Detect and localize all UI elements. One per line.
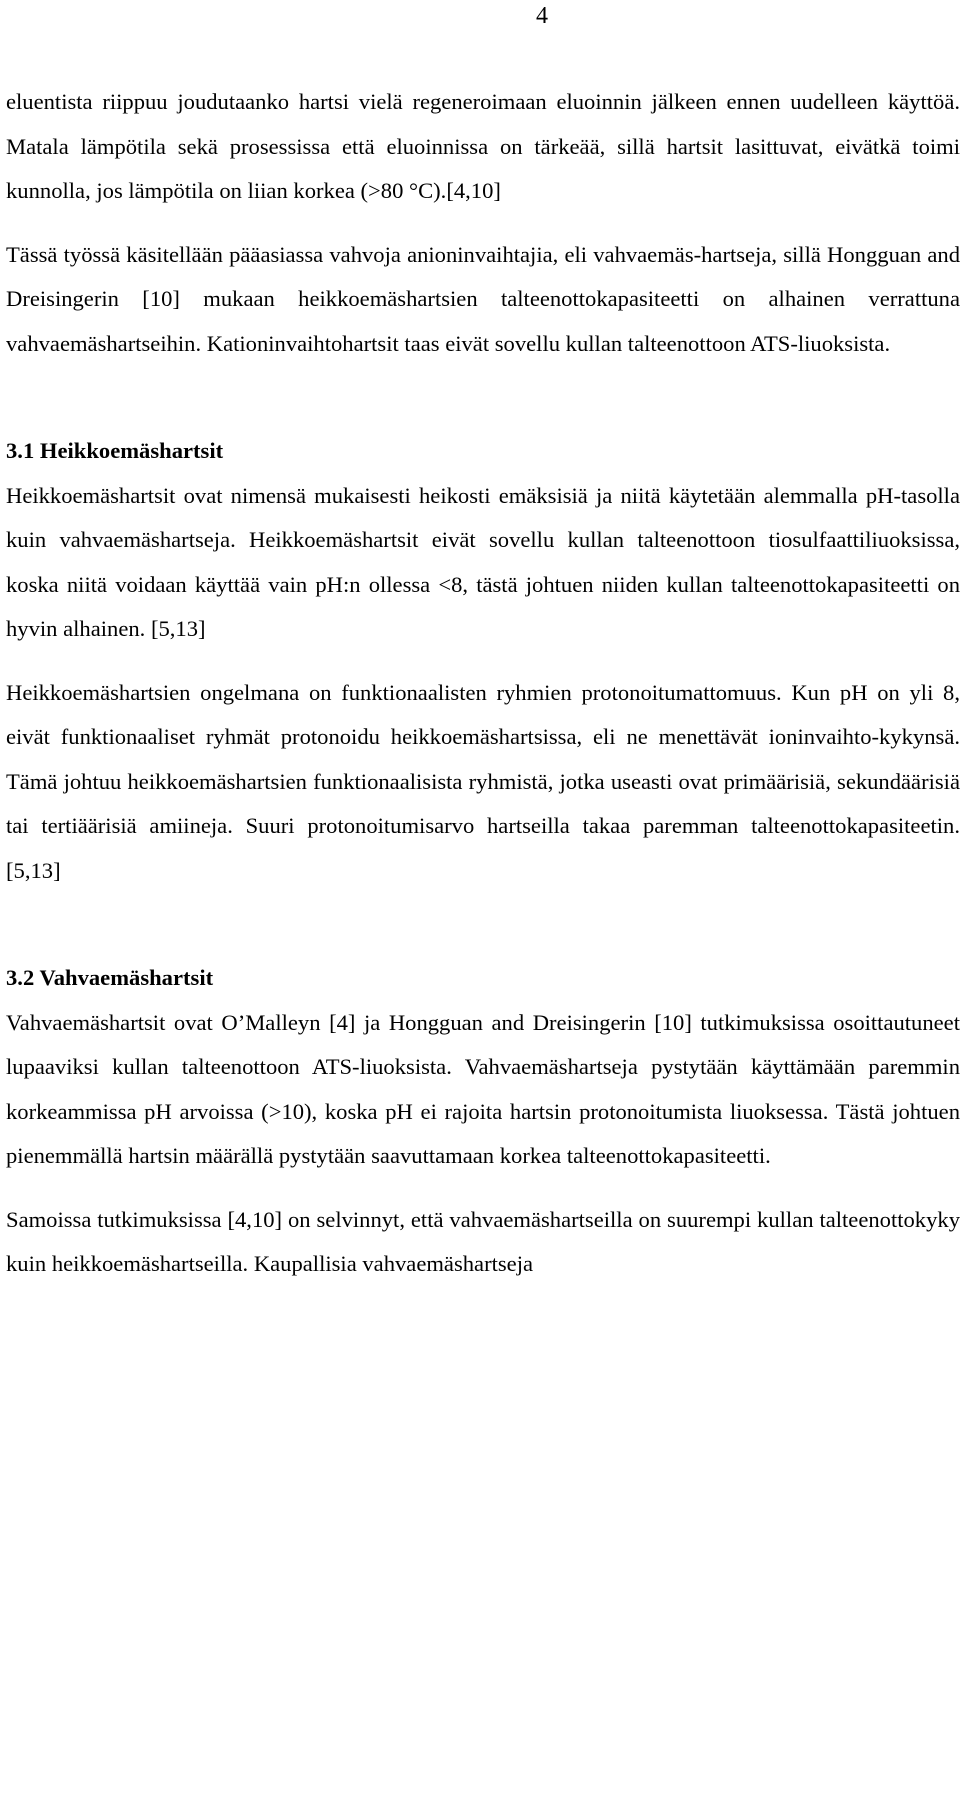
page-number: 4 xyxy=(536,3,548,29)
paragraph-weak-base-intro: Heikkoemäshartsit ovat nimensä mukaisesti heikosti emäksisiä ja niitä käytetään alemmalla pH-tasolla kuin vahvaemäshartseja. Heikkoemäshartsit eivät sovellu kullan talteenottoon tiosulfaattiliuoksissa, koska niitä voidaan käyttää vain pH:n ollessa <8, tästä johtuen niiden kullan talteenottokapasiteetti on hyvin alhainen. [5,13] xyxy=(6,482,960,641)
paragraph-weak-base-protonation: Heikkoemäshartsien ongelmana on funktionaalisten ryhmien protonoitumattomuus. Kun pH on yli 8, eivät funktionaaliset ryhmät protonoidu heikkoemäshartsissa, eli ne menettävät ioninvaihto-kykynsä. Tämä johtuu heikkoemäshartsien funktionaalisista ryhmistä, jotka useasti ovat primäärisiä, sekundäärisiä tai tertiäärisiä amiineja. Suuri protonoitumisarvo hartseilla takaa paremman talteenottokapasiteetin. [5,13] xyxy=(6,679,960,883)
paragraph-strong-base-capacity: Samoissa tutkimuksissa [4,10] on selvinnyt, että vahvaemäshartseilla on suurempi kullan talteenottokyky kuin heikkoemäshartseilla. Kaupallisia vahvaemäshartseja xyxy=(6,1206,960,1276)
section-heading-3-1: 3.1 Heikkoemäshartsit xyxy=(6,438,224,463)
paragraph-scope: Tässä työssä käsitellään pääasiassa vahvoja anioninvaihtajia, eli vahvaemäs-hartseja, sillä Hongguan and Dreisingerin [10] mukaan heikkoemäshartsien talteenottokapasiteetti on alhainen verrattuna vahvaemäshartseihin. Kationinvaihtohartsit taas eivät sovellu kullan talteenottoon ATS-liuoksista. xyxy=(6,241,960,356)
paragraph-strong-base-intro: Vahvaemäshartsit ovat O’Malleyn [4] ja Hongguan and Dreisingerin [10] tutkimuksissa osoittautuneet lupaaviksi kullan talteenottoon ATS-liuoksista. Vahvaemäshartseja pystytään käyttämään paremmin korkeammissa pH arvoissa (>10), koska pH ei rajoita hartsin protonoitumista liuoksessa. Tästä johtuen pienemmällä hartsin määrällä pystytään saavuttamaan korkea talteenottokapasiteetti. xyxy=(6,1009,960,1168)
section-heading-3-2: 3.2 Vahvaemäshartsit xyxy=(6,965,214,990)
paragraph-eluent: eluentista riippuu joudutaanko hartsi vielä regeneroimaan eluoinnin jälkeen ennen uudelleen käyttöä. Matala lämpötila sekä prosessissa että eluoinnissa on tärkeää, sillä hartsit lasittuvat, eivätkä toimi kunnolla, jos lämpötila on liian korkea (>80 °C).[4,10] xyxy=(6,89,960,203)
document-body xyxy=(6,80,960,1287)
